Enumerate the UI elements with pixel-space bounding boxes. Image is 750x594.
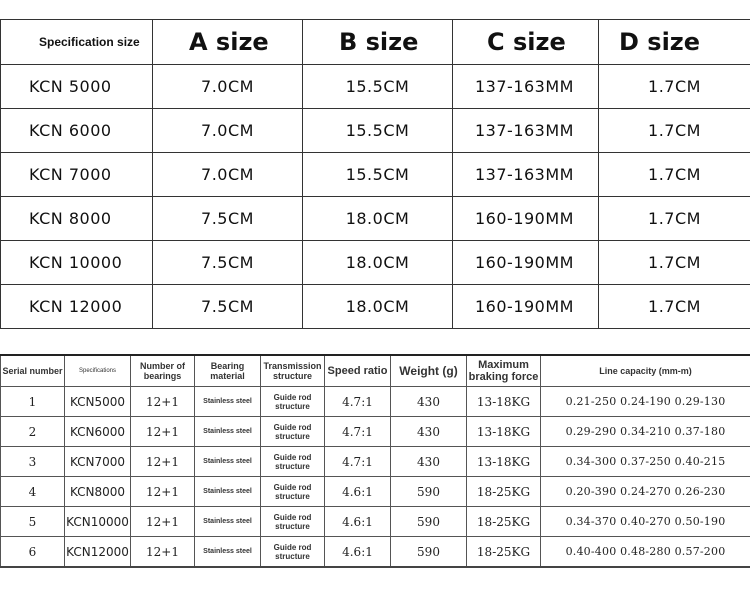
- spec-cell-serial: 3: [1, 447, 65, 477]
- header-a-size: A size: [153, 20, 303, 65]
- spec-cell-line: 0.34-370 0.40-270 0.50-190: [541, 507, 750, 537]
- spec-cell-weight: 590: [391, 507, 467, 537]
- size-cell-a: 7.0CM: [153, 65, 303, 109]
- size-cell-a: 7.5CM: [153, 285, 303, 329]
- size-cell-model: KCN 6000: [1, 109, 153, 153]
- spec-cell-weight: 430: [391, 387, 467, 417]
- size-cell-a: 7.5CM: [153, 197, 303, 241]
- spec-table-header-row: [1, 355, 750, 387]
- spec-cell-serial: 2: [1, 417, 65, 447]
- spec-cell-material: Stainless steel: [195, 447, 261, 477]
- spec-cell-material: Stainless steel: [195, 477, 261, 507]
- spec-table-row: [1, 537, 750, 568]
- size-cell-c: 160-190MM: [453, 285, 599, 329]
- size-table-row: [1, 197, 750, 241]
- spec-cell-spec: KCN5000: [65, 387, 131, 417]
- size-cell-b: 15.5CM: [303, 109, 453, 153]
- spec-cell-speed: 4.6:1: [325, 477, 391, 507]
- spec-cell-braking: 18-25KG: [467, 537, 541, 568]
- spec-cell-weight: 590: [391, 477, 467, 507]
- size-cell-c: 137-163MM: [453, 65, 599, 109]
- spec-cell-material: Stainless steel: [195, 387, 261, 417]
- size-table-row: [1, 65, 750, 109]
- spec-cell-speed: 4.7:1: [325, 387, 391, 417]
- spec-table-row: [1, 477, 750, 507]
- size-table-row: [1, 153, 750, 197]
- spec-table: [0, 354, 750, 568]
- spec-cell-line: 0.20-390 0.24-270 0.26-230: [541, 477, 750, 507]
- size-cell-c: 160-190MM: [453, 197, 599, 241]
- spec-cell-serial: 4: [1, 477, 65, 507]
- header-b-size: B size: [303, 20, 453, 65]
- size-cell-d: 1.7CM: [599, 109, 750, 153]
- spec-cell-bearings: 12+1: [131, 477, 195, 507]
- spec-cell-weight: 430: [391, 447, 467, 477]
- size-cell-b: 18.0CM: [303, 285, 453, 329]
- spec-cell-material: Stainless steel: [195, 417, 261, 447]
- size-table-row: [1, 241, 750, 285]
- spec-cell-spec: KCN8000: [65, 477, 131, 507]
- size-cell-d: 1.7CM: [599, 241, 750, 285]
- spec-cell-spec: KCN7000: [65, 447, 131, 477]
- header-specifications: Specifications: [65, 355, 131, 387]
- size-cell-model: KCN 5000: [1, 65, 153, 109]
- spec-cell-speed: 4.7:1: [325, 447, 391, 477]
- size-table-header-row: [1, 20, 750, 65]
- spec-cell-speed: 4.6:1: [325, 537, 391, 568]
- size-cell-b: 18.0CM: [303, 241, 453, 285]
- spec-cell-spec: KCN12000: [65, 537, 131, 568]
- spec-cell-line: 0.34-300 0.37-250 0.40-215: [541, 447, 750, 477]
- spec-cell-transmission: Guide rod structure: [261, 387, 325, 417]
- spec-cell-transmission: Guide rod structure: [261, 477, 325, 507]
- spec-cell-braking: 18-25KG: [467, 507, 541, 537]
- header-specification-size: Specification size: [1, 20, 153, 65]
- spec-cell-bearings: 12+1: [131, 507, 195, 537]
- header-speed-ratio: Speed ratio: [325, 355, 391, 387]
- header-d-size: D size: [599, 20, 750, 65]
- spec-cell-bearings: 12+1: [131, 387, 195, 417]
- spec-table-row: [1, 417, 750, 447]
- size-cell-d: 1.7CM: [599, 197, 750, 241]
- spec-cell-braking: 13-18KG: [467, 417, 541, 447]
- spec-cell-transmission: Guide rod structure: [261, 447, 325, 477]
- size-cell-model: KCN 12000: [1, 285, 153, 329]
- spec-cell-bearings: 12+1: [131, 417, 195, 447]
- size-cell-b: 18.0CM: [303, 197, 453, 241]
- size-cell-d: 1.7CM: [599, 285, 750, 329]
- header-transmission-structure: Transmission structure: [261, 355, 325, 387]
- size-cell-b: 15.5CM: [303, 65, 453, 109]
- spec-cell-transmission: Guide rod structure: [261, 507, 325, 537]
- header-line-capacity: Line capacity (mm-m): [541, 355, 750, 387]
- size-cell-a: 7.5CM: [153, 241, 303, 285]
- spec-cell-transmission: Guide rod structure: [261, 417, 325, 447]
- spec-cell-braking: 13-18KG: [467, 387, 541, 417]
- size-cell-d: 1.7CM: [599, 153, 750, 197]
- header-c-size: C size: [453, 20, 599, 65]
- size-cell-model: KCN 8000: [1, 197, 153, 241]
- spec-cell-material: Stainless steel: [195, 507, 261, 537]
- size-cell-c: 137-163MM: [453, 109, 599, 153]
- header-maximum-braking-force: Maximum braking force: [467, 355, 541, 387]
- spec-cell-line: 0.21-250 0.24-190 0.29-130: [541, 387, 750, 417]
- spec-table-body: [1, 387, 750, 568]
- spec-cell-bearings: 12+1: [131, 537, 195, 568]
- size-table-body: [1, 65, 750, 329]
- header-weight: Weight (g): [391, 355, 467, 387]
- header-serial-number: Serial number: [1, 355, 65, 387]
- header-number-of-bearings: Number of bearings: [131, 355, 195, 387]
- header-bearing-material: Bearing material: [195, 355, 261, 387]
- size-table: [0, 19, 750, 329]
- spec-cell-serial: 5: [1, 507, 65, 537]
- size-cell-d: 1.7CM: [599, 65, 750, 109]
- spec-cell-spec: KCN10000: [65, 507, 131, 537]
- spec-cell-braking: 18-25KG: [467, 477, 541, 507]
- size-cell-a: 7.0CM: [153, 153, 303, 197]
- spec-cell-line: 0.29-290 0.34-210 0.37-180: [541, 417, 750, 447]
- size-cell-a: 7.0CM: [153, 109, 303, 153]
- size-table-row: [1, 285, 750, 329]
- spec-cell-braking: 13-18KG: [467, 447, 541, 477]
- size-cell-b: 15.5CM: [303, 153, 453, 197]
- spec-cell-serial: 6: [1, 537, 65, 568]
- spec-cell-transmission: Guide rod structure: [261, 537, 325, 568]
- spec-table-row: [1, 387, 750, 417]
- spec-cell-spec: KCN6000: [65, 417, 131, 447]
- spec-table-row: [1, 507, 750, 537]
- spec-cell-speed: 4.7:1: [325, 417, 391, 447]
- spec-cell-bearings: 12+1: [131, 447, 195, 477]
- spec-cell-line: 0.40-400 0.48-280 0.57-200: [541, 537, 750, 568]
- size-cell-model: KCN 7000: [1, 153, 153, 197]
- spec-cell-material: Stainless steel: [195, 537, 261, 568]
- size-table-row: [1, 109, 750, 153]
- size-cell-model: KCN 10000: [1, 241, 153, 285]
- spec-cell-speed: 4.6:1: [325, 507, 391, 537]
- size-cell-c: 137-163MM: [453, 153, 599, 197]
- spec-cell-weight: 590: [391, 537, 467, 568]
- spec-table-row: [1, 447, 750, 477]
- spec-cell-serial: 1: [1, 387, 65, 417]
- spec-cell-weight: 430: [391, 417, 467, 447]
- size-cell-c: 160-190MM: [453, 241, 599, 285]
